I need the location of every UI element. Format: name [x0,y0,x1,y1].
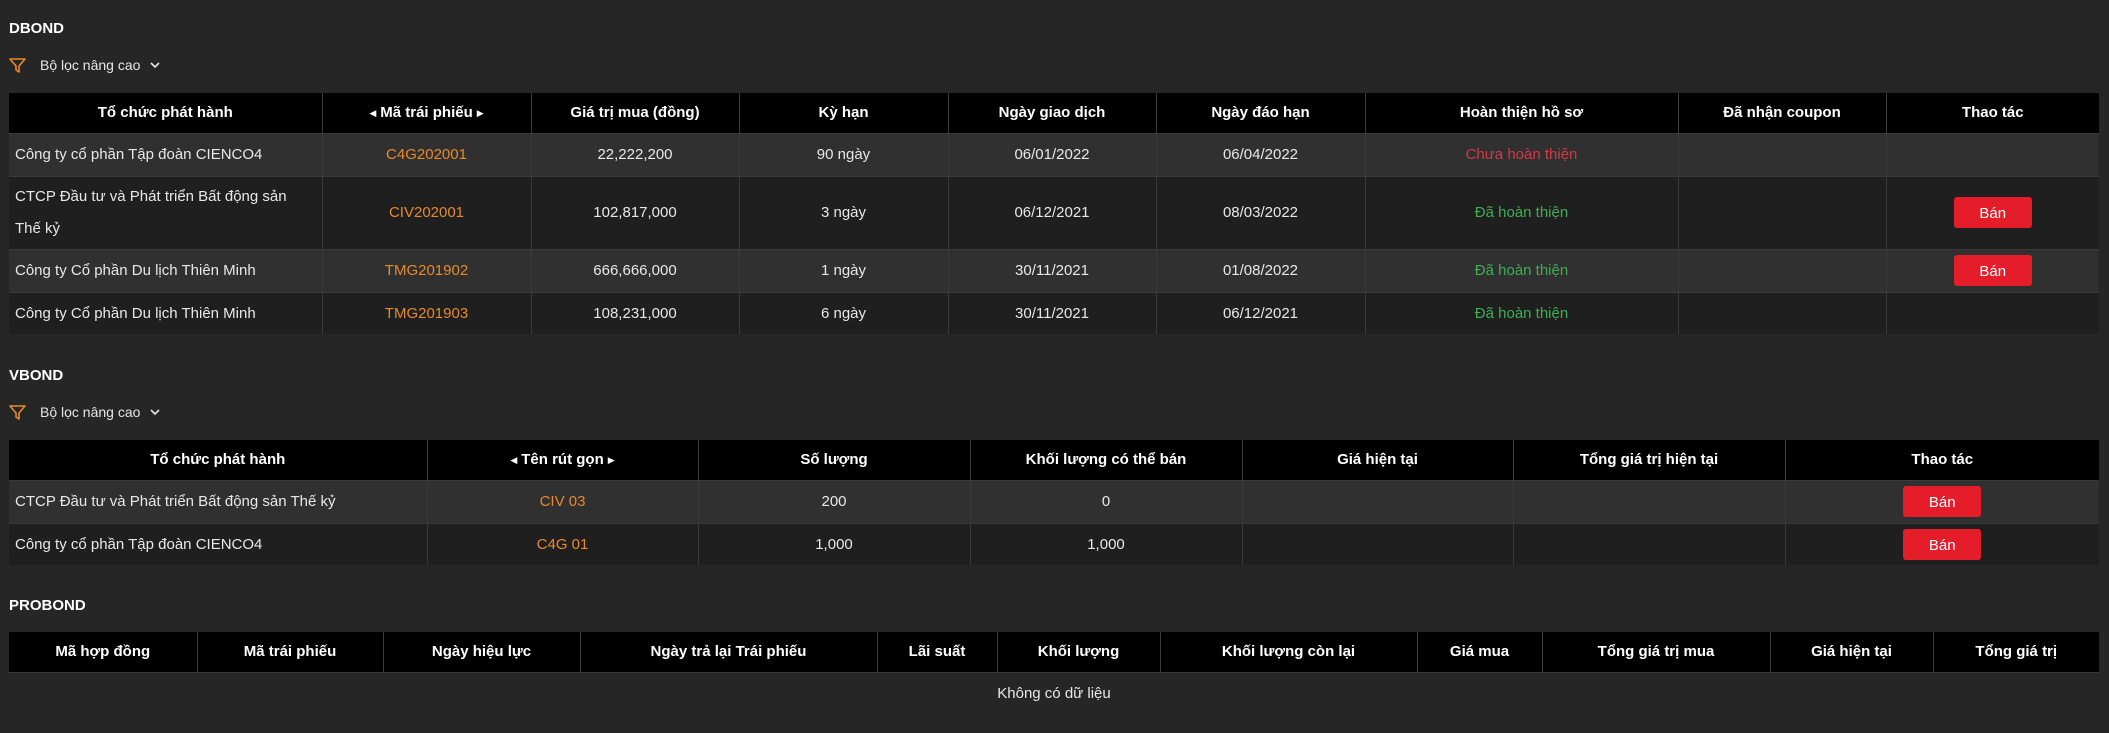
actions-cell [1886,133,2099,176]
filter-label: Bộ lọc nâng cao [40,57,141,73]
col-header-short-name-label: Tên rút gọn [521,451,604,469]
coupon-cell [1678,133,1886,176]
short-name-link[interactable]: C4G 01 [427,523,698,565]
table-row [9,523,2099,565]
col-header-contract-code: Mã hợp đồng [9,632,197,672]
vbond-advanced-filter[interactable] [9,404,174,420]
term-cell: 1 ngày [739,249,948,292]
issuer-cell: CTCP Đầu tư và Phát triển Bất động sản Thế kỷ [9,176,322,249]
col-header-purchase-value: Giá trị mua (đồng) [531,93,739,133]
table-row [9,480,2099,523]
maturity-date-cell: 08/03/2022 [1156,176,1365,249]
sell-button[interactable]: Bán [1903,529,1981,560]
issuer-cell: CTCP Đầu tư và Phát triển Bất động sản Thế kỷ [9,480,427,523]
col-header-purchase-price: Giá mua [1417,632,1542,672]
col-header-remaining-volume: Khối lượng còn lại [1160,632,1417,672]
sort-right-icon[interactable]: ▶ [476,107,484,118]
sort-left-icon[interactable]: ◀ [510,454,518,465]
issuer-cell: Công ty cổ phần Tập đoàn CIENCO4 [9,133,322,176]
chevron-down-icon [150,62,174,69]
purchase-value-cell: 102,817,000 [531,176,739,249]
total-current-value-cell [1513,480,1785,523]
col-header-bond-code-label: Mã trái phiếu [380,104,473,122]
sellable-volume-cell: 1,000 [970,523,1242,565]
table-row [9,176,2099,249]
col-header-bond-code[interactable] [322,93,531,133]
bond-code-link[interactable]: TMG201903 [322,292,531,334]
col-header-actions: Thao tác [1886,93,2099,133]
sell-button[interactable]: Bán [1903,486,1981,517]
col-header-trade-date: Ngày giao dịch [948,93,1156,133]
sellable-volume-cell: 0 [970,480,1242,523]
short-name-link[interactable]: CIV 03 [427,480,698,523]
total-current-value-cell [1513,523,1785,565]
col-header-dossier-status: Hoàn thiện hồ sơ [1365,93,1678,133]
col-header-maturity-date: Ngày đáo hạn [1156,93,1365,133]
empty-state-message: Không có dữ liệu [9,672,2099,714]
col-header-total-current-value: Tổng giá trị hiện tại [1513,440,1785,480]
status-badge: Chưa hoàn thiện [1365,133,1678,176]
col-header-term: Kỳ hạn [739,93,948,133]
coupon-cell [1678,249,1886,292]
filter-label: Bộ lọc nâng cao [40,404,141,420]
trade-date-cell: 30/11/2021 [948,292,1156,334]
col-header-effective-date: Ngày hiệu lực [383,632,580,672]
purchase-value-cell: 22,222,200 [531,133,739,176]
bond-code-link[interactable]: TMG201902 [322,249,531,292]
vbond-header-row [9,440,2099,480]
dbond-advanced-filter[interactable] [9,57,174,73]
col-header-sellable-volume: Khối lượng có thể bán [970,440,1242,480]
sort-right-icon[interactable]: ▶ [607,454,615,465]
col-header-return-date: Ngày trả lại Trái phiếu [580,632,877,672]
col-header-actions: Thao tác [1785,440,2099,480]
coupon-cell [1678,292,1886,334]
filter-icon [9,58,26,73]
term-cell: 90 ngày [739,133,948,176]
status-badge: Đã hoàn thiện [1365,249,1678,292]
empty-row [9,672,2099,714]
issuer-cell: Công ty cổ phần Tập đoàn CIENCO4 [9,523,427,565]
vbond-table [9,440,2099,565]
actions-cell [1785,480,2099,523]
col-header-short-name[interactable] [427,440,698,480]
coupon-cell [1678,176,1886,249]
vbond-section-title: VBOND [9,367,64,384]
maturity-date-cell: 01/08/2022 [1156,249,1365,292]
dbond-section-title: DBOND [9,20,64,37]
col-header-coupon-received: Đã nhận coupon [1678,93,1886,133]
sell-button[interactable]: Bán [1954,255,2032,286]
table-row [9,292,2099,334]
col-header-interest-rate: Lãi suất [877,632,997,672]
current-price-cell [1242,480,1513,523]
term-cell: 6 ngày [739,292,948,334]
actions-cell [1785,523,2099,565]
quantity-cell: 1,000 [698,523,970,565]
trade-date-cell: 30/11/2021 [948,249,1156,292]
col-header-bond-code: Mã trái phiếu [197,632,383,672]
sell-button[interactable]: Bán [1954,197,2032,228]
actions-cell [1886,249,2099,292]
maturity-date-cell: 06/04/2022 [1156,133,1365,176]
probond-section-title: PROBOND [9,597,86,614]
col-header-current-price: Giá hiện tại [1770,632,1933,672]
probond-table [9,632,2099,714]
maturity-date-cell: 06/12/2021 [1156,292,1365,334]
bond-code-link[interactable]: CIV202001 [322,176,531,249]
issuer-cell: Công ty Cổ phần Du lịch Thiên Minh [9,249,322,292]
trade-date-cell: 06/01/2022 [948,133,1156,176]
dbond-table [9,93,2099,334]
col-header-total-value: Tổng giá trị [1933,632,2099,672]
col-header-issuer: Tổ chức phát hành [9,440,427,480]
col-header-volume: Khối lượng [997,632,1160,672]
col-header-current-price: Giá hiện tại [1242,440,1513,480]
term-cell: 3 ngày [739,176,948,249]
status-badge: Đã hoàn thiện [1365,292,1678,334]
actions-cell [1886,176,2099,249]
dbond-header-row [9,93,2099,133]
bond-code-link[interactable]: C4G202001 [322,133,531,176]
trade-date-cell: 06/12/2021 [948,176,1156,249]
table-row [9,249,2099,292]
col-header-total-purchase-value: Tổng giá trị mua [1542,632,1770,672]
filter-icon [9,405,26,420]
current-price-cell [1242,523,1513,565]
sort-left-icon[interactable]: ◀ [369,107,377,118]
purchase-value-cell: 666,666,000 [531,249,739,292]
chevron-down-icon [150,409,174,416]
col-header-quantity: Số lượng [698,440,970,480]
status-badge: Đã hoàn thiện [1365,176,1678,249]
col-header-issuer: Tổ chức phát hành [9,93,322,133]
actions-cell [1886,292,2099,334]
purchase-value-cell: 108,231,000 [531,292,739,334]
issuer-cell: Công ty Cổ phần Du lịch Thiên Minh [9,292,322,334]
probond-header-row [9,632,2099,672]
table-row [9,133,2099,176]
quantity-cell: 200 [698,480,970,523]
